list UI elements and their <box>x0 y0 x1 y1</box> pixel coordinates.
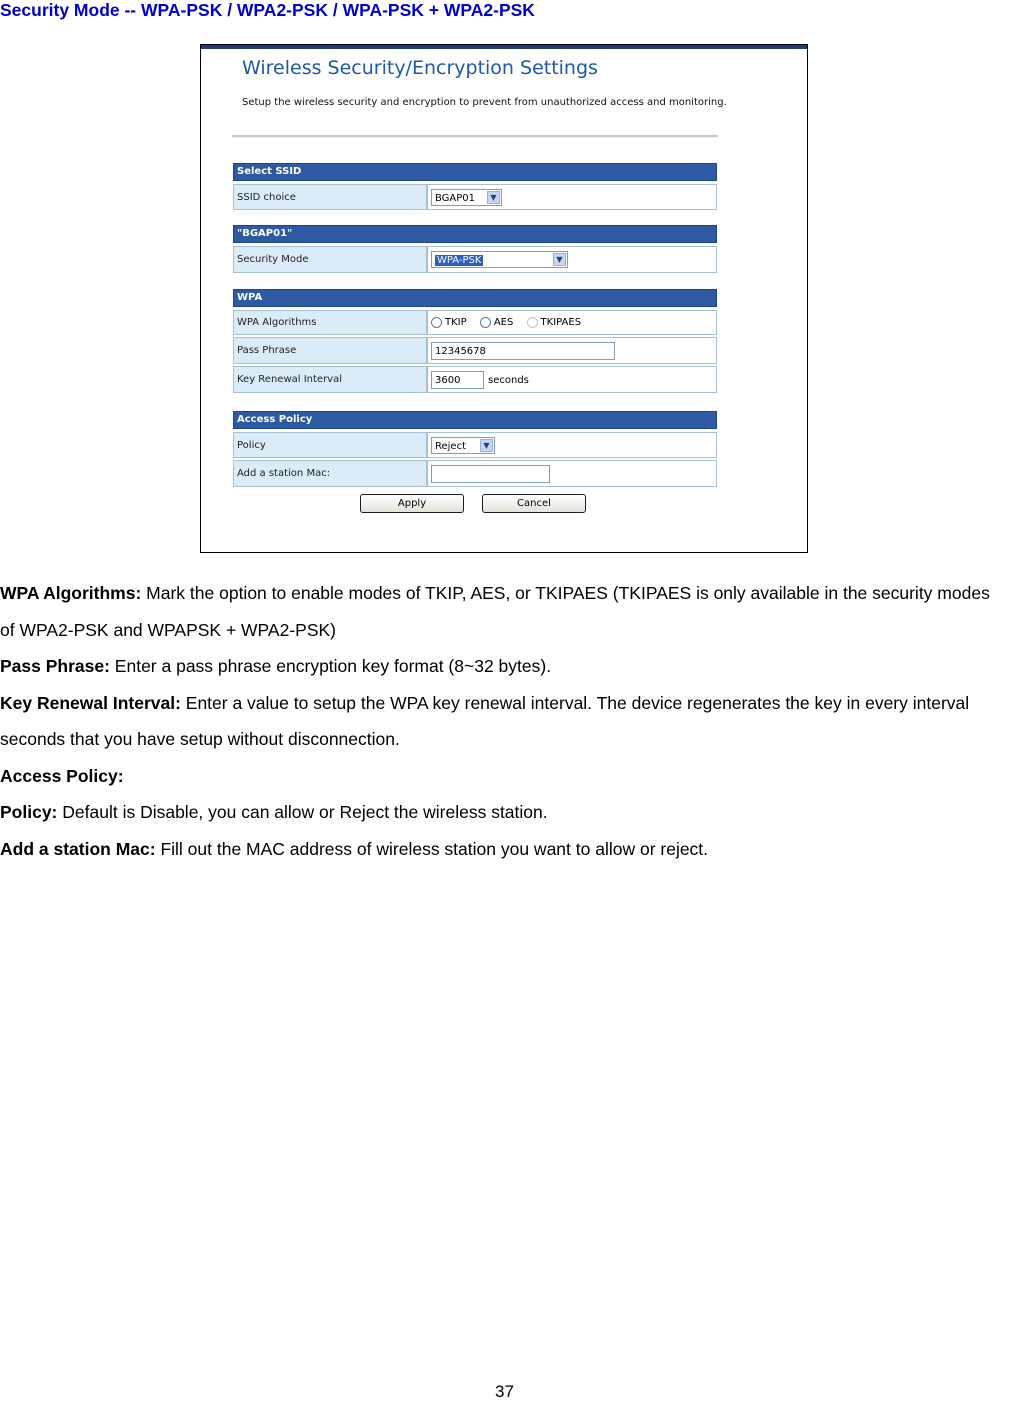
security-mode-select[interactable] <box>431 251 568 268</box>
term: WPA Algorithms: <box>0 583 142 603</box>
page-number: 37 <box>495 1382 514 1401</box>
chevron-down-icon: ▼ <box>480 439 493 452</box>
description-wpa-algorithms <box>0 575 1009 648</box>
ssid-choice-row <box>233 184 717 210</box>
term: Add a station Mac: <box>0 838 156 859</box>
definition: Enter a pass phrase encryption key format (8~32 bytes). <box>109 656 552 676</box>
algorithm-option-tkipaes[interactable] <box>527 317 582 328</box>
algorithm-label-aes: AES <box>493 317 514 329</box>
policy-value: Reject <box>435 440 467 452</box>
pass-phrase-row <box>233 337 717 364</box>
algorithm-label-tkipaes: TKIPAES <box>540 317 582 329</box>
apply-button[interactable]: Apply <box>360 494 464 513</box>
term: Policy: <box>0 802 58 822</box>
term: Pass Phrase: <box>0 656 110 676</box>
settings-screenshot <box>200 44 808 553</box>
pass-phrase-label: Pass Phrase <box>233 337 427 364</box>
description-access-policy <box>0 758 1009 795</box>
chevron-down-icon: ▼ <box>487 191 500 204</box>
description-station-mac <box>0 831 1009 868</box>
select-ssid-section <box>233 163 717 212</box>
term: Access Policy: <box>0 765 124 786</box>
ssid-section-header: "BGAP01" <box>233 225 717 243</box>
station-mac-row <box>233 460 717 487</box>
station-mac-label: Add a station Mac: <box>233 460 427 487</box>
definition: Mark the option to enable modes of TKIP, AES, or TKIPAES (TKIPAES is only available in the security modes of WPA2-PSK and WPAPSK + WPA2-PSK) <box>0 583 990 640</box>
radio-icon[interactable] <box>527 317 538 328</box>
policy-label: Policy <box>233 432 427 458</box>
description-pass-phrase <box>0 648 1009 685</box>
screenshot-top-bar <box>201 45 807 49</box>
field-descriptions <box>0 575 1009 867</box>
key-renewal-row <box>233 366 717 393</box>
wpa-algorithms-row <box>233 310 717 335</box>
divider <box>232 135 718 138</box>
select-ssid-header: Select SSID <box>233 163 717 181</box>
settings-description: Setup the wireless security and encryption to prevent from unauthorized access and monitoring. <box>242 97 727 108</box>
description-policy <box>0 794 1009 831</box>
radio-icon[interactable] <box>431 317 442 328</box>
algorithm-label-tkip: TKIP <box>445 317 467 329</box>
chevron-down-icon: ▼ <box>553 253 566 266</box>
access-policy-section <box>233 411 717 489</box>
definition: Enter a value to setup the WPA key renewal interval. The device regenerates the key in every interval seconds that you have setup without disconnection. <box>0 692 970 749</box>
term: Key Renewal Interval: <box>0 692 181 713</box>
security-mode-row <box>233 246 717 273</box>
station-mac-input[interactable] <box>431 465 550 483</box>
section-heading: Security Mode -- WPA-PSK / WPA2-PSK / WPA-PSK + WPA2-PSK <box>0 0 535 20</box>
cancel-button[interactable]: Cancel <box>482 494 586 513</box>
ssid-choice-label: SSID choice <box>233 184 427 210</box>
definition: Default is Disable, you can allow or Reject the wireless station. <box>57 802 548 822</box>
settings-title: Wireless Security/Encryption Settings <box>242 57 598 79</box>
key-renewal-input[interactable]: 3600 <box>431 371 484 389</box>
policy-select[interactable] <box>431 437 495 454</box>
key-renewal-label: Key Renewal Interval <box>233 366 427 393</box>
algorithm-option-tkip[interactable] <box>431 317 470 328</box>
security-mode-value: WPA-PSK <box>437 255 482 266</box>
ssid-choice-select[interactable] <box>431 189 502 206</box>
security-mode-label: Security Mode <box>233 246 427 273</box>
ssid-choice-value: BGAP01 <box>435 192 476 204</box>
algorithm-option-aes[interactable] <box>480 317 517 328</box>
ssid-security-section <box>233 225 717 275</box>
key-renewal-unit: seconds <box>488 374 529 386</box>
wpa-algorithms-label: WPA Algorithms <box>233 310 427 335</box>
description-key-renewal <box>0 685 1009 758</box>
access-policy-header: Access Policy <box>233 411 717 429</box>
pass-phrase-input[interactable]: 12345678 <box>431 342 615 360</box>
wpa-section <box>233 289 717 395</box>
policy-row <box>233 432 717 458</box>
wpa-header: WPA <box>233 289 717 307</box>
radio-icon[interactable] <box>480 317 491 328</box>
definition: Fill out the MAC address of wireless station you want to allow or reject. <box>155 838 709 859</box>
